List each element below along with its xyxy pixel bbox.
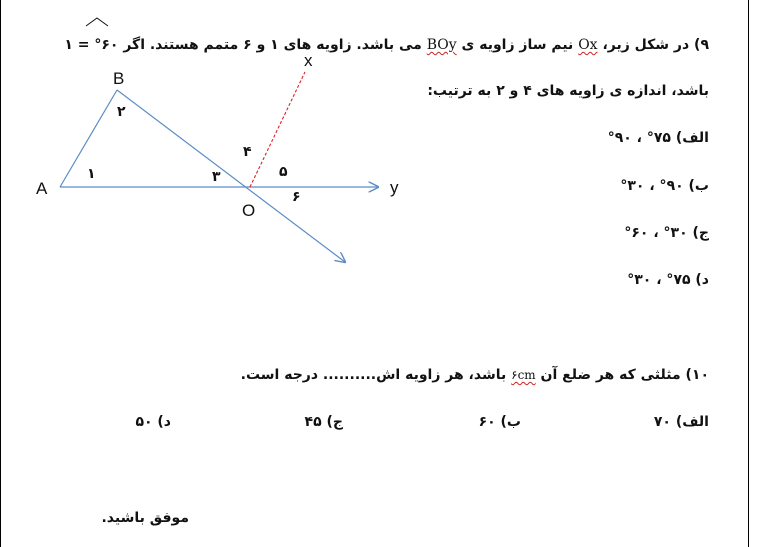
q10-part-a: ۱۰) مثلثی که هر ضلع آن	[540, 367, 709, 383]
q9-ox-term: Ox	[578, 37, 598, 53]
label-point-a: A	[36, 179, 48, 198]
q9-option-b: ب) ۹۰° ، ۳۰°	[620, 178, 709, 194]
q9-line2: باشد، اندازه ی زاویه های ۴ و ۲ به ترتیب:	[427, 83, 709, 99]
q9-option-c: ج) ۳۰° ، ۶۰°	[624, 225, 709, 241]
geometry-figure	[0, 0, 430, 290]
q9-option-d: د) ۷۵° ، ۳۰°	[627, 272, 709, 288]
closing-text: موفق باشید.	[101, 510, 189, 526]
q10-option-b: ب) ۶۰	[478, 414, 521, 430]
label-ray-x: x	[304, 51, 313, 70]
angle-label-1: ۱	[87, 166, 96, 182]
q9-boy-term: BOy	[426, 37, 457, 53]
q10-cm-term: ۶cm	[511, 368, 536, 382]
q9-option-a: الف) ۷۵° ، ۹۰°	[607, 130, 709, 146]
angle-label-6: ۶	[292, 189, 301, 205]
line-b-through-o	[117, 90, 345, 262]
q10-option-a: الف) ۷۰	[653, 414, 709, 430]
q10-part-b: باشد، هر زاویه اش.......... درجه است.	[240, 367, 507, 383]
page-right-border	[748, 0, 749, 547]
q10-option-d: د) ۵۰	[135, 414, 171, 430]
angle-label-2: ۲	[117, 104, 126, 120]
label-point-o: O	[242, 201, 256, 220]
angle-label-3: ۳	[212, 169, 221, 185]
q9-line1-part-c: می باشد. زاویه های ۱ و ۶ متمم هستند. اگر ۶۰° = ۱	[64, 37, 422, 53]
q10-option-c: ج) ۴۵	[304, 414, 343, 430]
q9-line1-part-a: ۹) در شکل زیر،	[602, 37, 709, 53]
label-ray-y: y	[390, 178, 399, 197]
angle-label-4: ۴	[243, 144, 252, 160]
angle-label-5: ۵	[279, 164, 288, 180]
q9-line1-part-b: نیم ساز زاویه ی	[461, 37, 574, 53]
bisector-ox	[250, 72, 305, 187]
q10-question	[241, 366, 709, 384]
label-point-b: B	[113, 69, 125, 88]
